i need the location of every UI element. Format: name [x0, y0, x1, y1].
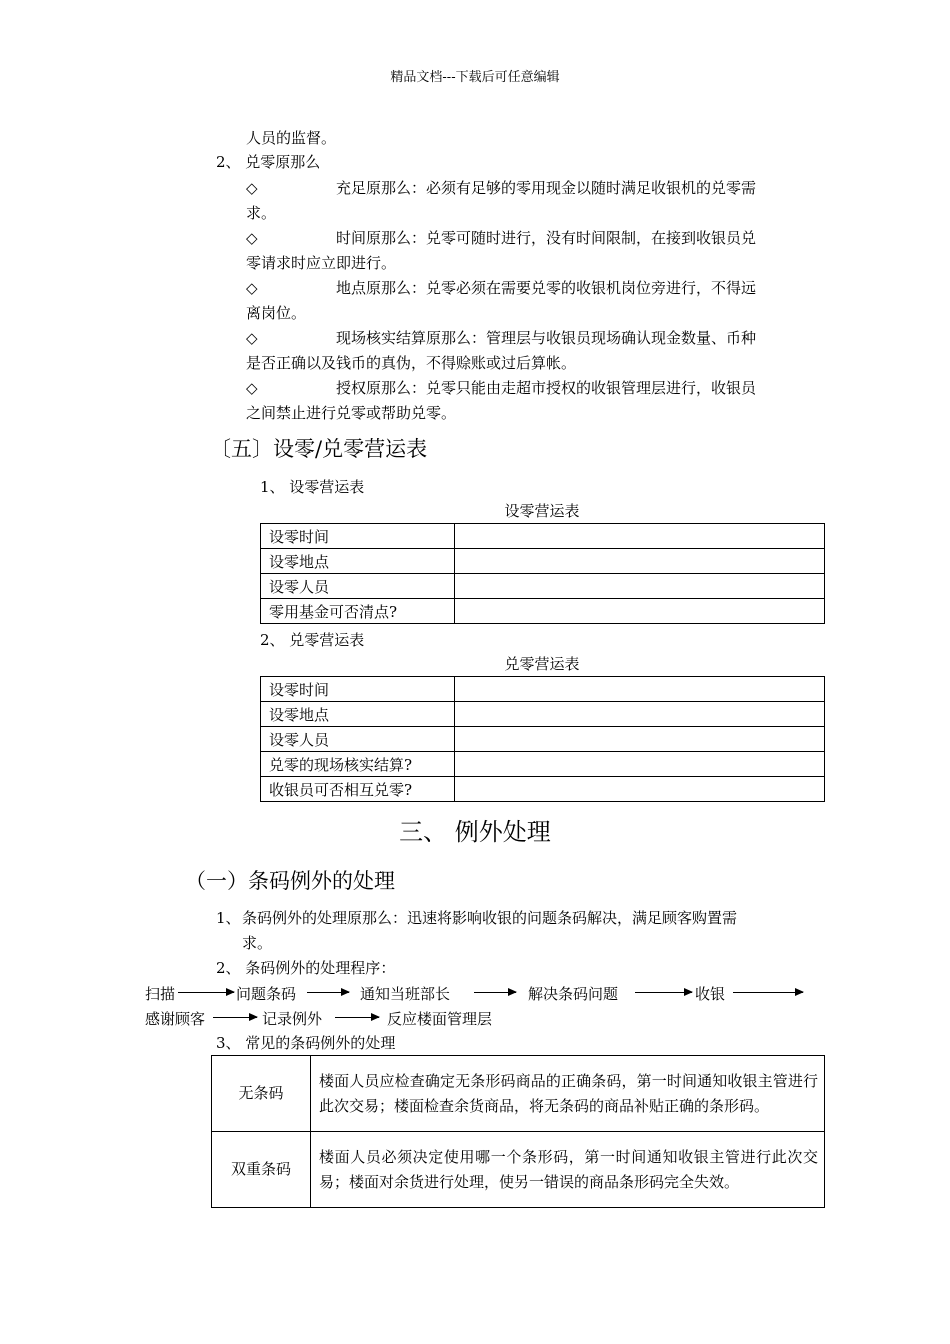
row-label: 设零时间	[261, 677, 455, 702]
principle-first-line	[246, 226, 756, 251]
flow-step-problem-barcode: 问题条码	[236, 985, 297, 1003]
flow-step-resolve-barcode: 解决条码问题	[528, 985, 619, 1003]
item1-label: 1、	[216, 909, 241, 927]
flow-arrow	[307, 992, 349, 993]
principle-first-line	[246, 176, 756, 201]
exception-name: 双重条码	[212, 1132, 311, 1208]
diamond-bullet-icon: ◇	[246, 329, 258, 347]
principle-text: 地点原那么：兑零必须在需要兑零的收银机岗位旁进行，不得远	[336, 279, 757, 297]
principle-text: 时间原那么：兑零可随时进行，没有时间限制，在接到收银员兑	[336, 229, 757, 247]
item1-first-line: 条码例外的处理原那么：迅速将影响收银的问题条码解决，满足顾客购置需	[242, 909, 738, 927]
row-value-cell	[455, 702, 825, 727]
barcode-exception-heading: （一）条码例外的处理	[185, 869, 395, 893]
table-row	[261, 777, 825, 802]
principle-first-line	[246, 276, 756, 301]
row-value-cell	[455, 752, 825, 777]
principle-continuation: 求。	[246, 204, 277, 222]
table-row	[261, 549, 825, 574]
principle-text: 授权原那么：兑零只能由走超市授权的收银管理层进行，收银员	[336, 379, 757, 397]
barcode-exception-table	[211, 1055, 825, 1208]
principle-text: 充足原那么：必须有足够的零用现金以随时满足收银机的兑零需	[336, 179, 757, 197]
flow-step-checkout: 收银	[695, 985, 726, 1003]
flow-arrow	[474, 992, 516, 993]
section-five-heading: 〔五〕设零/兑零营运表	[210, 437, 428, 461]
flow-arrow	[213, 1017, 257, 1018]
exception-description: 楼面人员应检查确定无条形码商品的正确条码，第一时间通知收银主管进行此次交易；楼面检查余货商品，将无条码的商品补贴正确的条形码。	[311, 1056, 825, 1132]
flow-step-report-floor: 反应楼面管理层	[387, 1010, 493, 1028]
flow-step-thank-customer: 感谢顾客	[145, 1010, 206, 1028]
row-label: 设零时间	[261, 524, 455, 549]
table1-label: 1、 设零营运表	[260, 478, 365, 496]
row-value-cell	[455, 524, 825, 549]
table-row	[261, 752, 825, 777]
flow-arrow	[335, 1017, 379, 1018]
row-value-cell	[455, 777, 825, 802]
exchange-change-table	[260, 676, 825, 802]
principle-first-line	[246, 376, 756, 401]
row-value-cell	[455, 549, 825, 574]
diamond-bullet-icon: ◇	[246, 379, 258, 397]
principle-continuation: 之间禁止进行兑零或帮助兑零。	[246, 404, 457, 422]
row-label: 零用基金可否清点?	[261, 599, 455, 624]
item1-rest-line: 求。	[242, 934, 273, 952]
diamond-bullet-icon: ◇	[246, 279, 258, 297]
diamond-bullet-icon: ◇	[246, 179, 258, 197]
table-row	[212, 1056, 825, 1132]
row-label: 设零人员	[261, 574, 455, 599]
page-header: 精品文档---下载后可任意编辑	[390, 70, 560, 85]
row-value-cell	[455, 727, 825, 752]
chapter3-heading: 三、 例外处理	[399, 818, 551, 846]
table-row	[261, 599, 825, 624]
flow-step-record-exception: 记录例外	[262, 1010, 323, 1028]
table2-label: 2、 兑零营运表	[260, 631, 365, 649]
table-row	[212, 1132, 825, 1208]
table2-caption: 兑零营运表	[504, 655, 580, 673]
exception-name: 无条码	[212, 1056, 311, 1132]
principle-continuation: 零请求时应立即进行。	[246, 254, 397, 272]
item3-line: 3、 常见的条码例外的处理	[216, 1034, 396, 1052]
table-row	[261, 524, 825, 549]
principle-continuation: 是否正确以及钱币的真伪，不得赊账或过后算帐。	[246, 354, 577, 372]
setup-change-table	[260, 523, 825, 624]
exception-description: 楼面人员必须决定使用哪一个条形码，第一时间通知收银主管进行此次交易；楼面对余货进行处理，使另一错误的商品条形码完全失效。	[311, 1132, 825, 1208]
row-label: 设零地点	[261, 549, 455, 574]
section2-title: 2、 兑零原那么	[216, 153, 321, 171]
row-label: 兑零的现场核实结算?	[261, 752, 455, 777]
row-value-cell	[455, 677, 825, 702]
table-row	[261, 702, 825, 727]
diamond-bullet-icon: ◇	[246, 229, 258, 247]
flow-arrow	[733, 992, 803, 993]
flow-step-notify-manager: 通知当班部长	[360, 985, 451, 1003]
table-row	[261, 727, 825, 752]
table1-caption: 设零营运表	[504, 502, 580, 520]
principle-first-line	[246, 326, 756, 351]
table-row	[261, 574, 825, 599]
flow-step-scan: 扫描	[145, 985, 176, 1003]
row-value-cell	[455, 599, 825, 624]
row-label: 设零人员	[261, 727, 455, 752]
flow-arrow	[178, 992, 234, 993]
table-row	[261, 677, 825, 702]
principle-continuation: 离岗位。	[246, 304, 307, 322]
item2-line: 2、 条码例外的处理程序：	[216, 959, 396, 977]
row-label: 收银员可否相互兑零?	[261, 777, 455, 802]
row-label: 设零地点	[261, 702, 455, 727]
intro-line: 人员的监督。	[246, 129, 337, 147]
row-value-cell	[455, 574, 825, 599]
flow-arrow	[635, 992, 692, 993]
principle-text: 现场核实结算原那么：管理层与收银员现场确认现金数量、币种	[336, 329, 757, 347]
